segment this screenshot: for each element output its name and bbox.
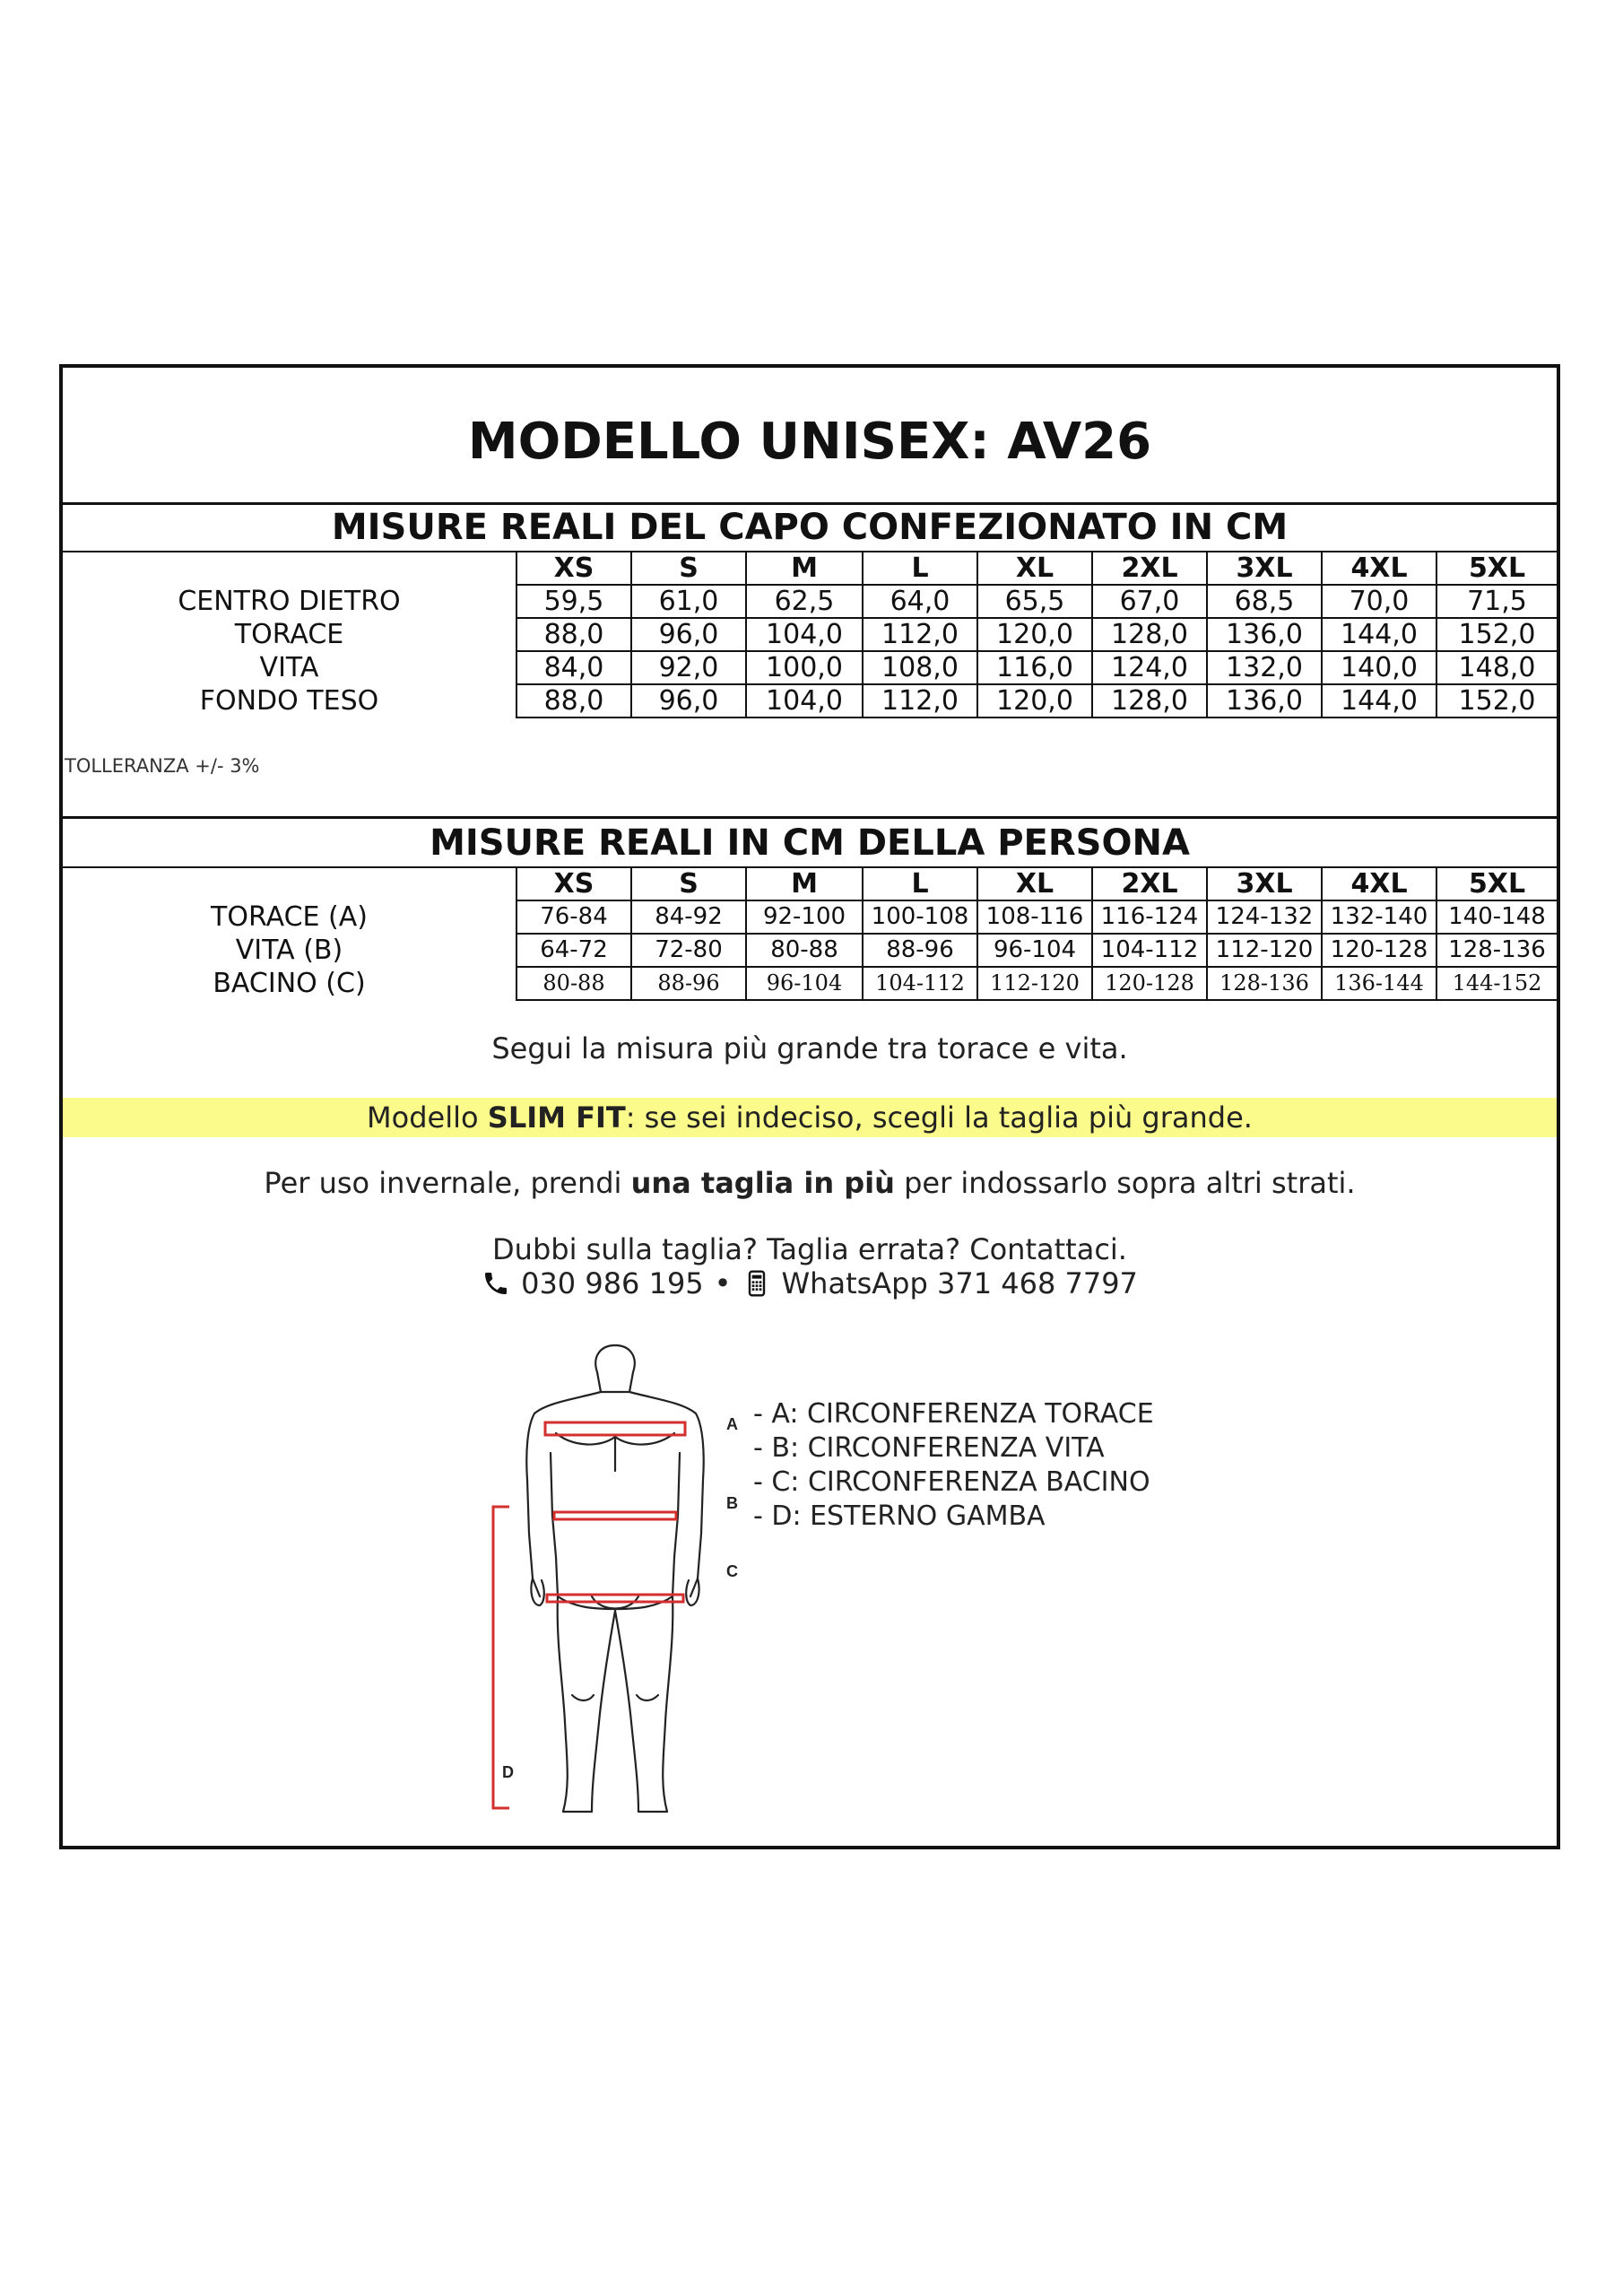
size-header-cell: L (863, 552, 977, 585)
size-header-cell: 5XL (1436, 867, 1557, 900)
table-row (63, 684, 1557, 718)
measure-cell: 144,0 (1322, 684, 1436, 718)
measure-cell: 112,0 (863, 618, 977, 651)
whatsapp-number[interactable]: WhatsApp 371 468 7797 (781, 1266, 1138, 1300)
measure-cell: 96,0 (631, 618, 746, 651)
measure-cell: 92-100 (746, 900, 863, 934)
measure-cell: 132-140 (1322, 900, 1436, 934)
size-header-cell: 4XL (1322, 552, 1436, 585)
measure-cell: 140,0 (1322, 651, 1436, 684)
measure-cell: 96-104 (977, 934, 1092, 967)
size-chart-frame (59, 364, 1560, 1849)
measure-cell: 88-96 (631, 967, 746, 1000)
contact-question: Dubbi sulla taglia? Taglia errata? Contattaci. (492, 1232, 1127, 1266)
measure-cell: 61,0 (631, 585, 746, 618)
contact-row (63, 1266, 1557, 1300)
size-header-cell: S (631, 552, 746, 585)
figure-label-d: D (502, 1763, 514, 1781)
body-measurement-figure (457, 1336, 780, 1821)
measure-cell: 84-92 (631, 900, 746, 934)
measure-cell: 71,5 (1436, 585, 1557, 618)
measure-cell: 76-84 (516, 900, 631, 934)
measure-cell: 67,0 (1092, 585, 1207, 618)
measure-cell: 120-128 (1092, 967, 1207, 1000)
measure-cell: 92,0 (631, 651, 746, 684)
person-measure-table (63, 866, 1557, 1001)
fit-advice-text: Segui la misura più grande tra torace e vita. (491, 1031, 1128, 1065)
contact-separator: • (714, 1266, 732, 1300)
divider (63, 816, 1557, 819)
measure-cell: 100-108 (863, 900, 977, 934)
slim-fit-label: SLIM FIT (487, 1100, 626, 1135)
size-header-cell: 3XL (1207, 552, 1322, 585)
measure-cell: 72-80 (631, 934, 746, 967)
legend-item: - B: CIRCONFERENZA VITA (753, 1432, 1105, 1464)
size-header-cell: 5XL (1436, 552, 1557, 585)
measure-cell: 64,0 (863, 585, 977, 618)
size-header-cell: M (746, 552, 863, 585)
garment-section-title: MISURE REALI DEL CAPO CONFEZIONATO IN CM (331, 507, 1289, 548)
measure-cell: 104,0 (746, 684, 863, 718)
measure-cell: 128-136 (1436, 934, 1557, 967)
measure-cell: 128-136 (1207, 967, 1322, 1000)
measure-cell: 68,5 (1207, 585, 1322, 618)
measure-cell: 120,0 (977, 618, 1092, 651)
row-label: TORACE (63, 618, 516, 651)
measure-cell: 88,0 (516, 684, 631, 718)
figure-label-a: A (726, 1415, 738, 1433)
table-row (63, 900, 1557, 934)
measure-cell: 124,0 (1092, 651, 1207, 684)
size-header-row (63, 867, 1557, 900)
figure-label-c: C (726, 1562, 738, 1580)
measure-cell: 64-72 (516, 934, 631, 967)
winter-use-note (63, 1166, 1557, 1200)
measure-cell: 112,0 (863, 684, 977, 718)
measure-cell: 80-88 (746, 934, 863, 967)
measure-cell: 84,0 (516, 651, 631, 684)
phone-number[interactable]: 030 986 195 (521, 1266, 704, 1300)
header-blank-cell (63, 867, 516, 900)
tolerance-note: TOLLERANZA +/- 3% (65, 755, 260, 777)
size-header-cell: XS (516, 867, 631, 900)
measure-cell: 108,0 (863, 651, 977, 684)
measure-cell: 116-124 (1092, 900, 1207, 934)
table-row (63, 651, 1557, 684)
size-header-cell: 2XL (1092, 867, 1207, 900)
measure-cell: 136,0 (1207, 618, 1322, 651)
figure-label-b: B (726, 1494, 738, 1512)
measure-cell: 104-112 (1092, 934, 1207, 967)
measure-cell: 148,0 (1436, 651, 1557, 684)
measure-cell: 70,0 (1322, 585, 1436, 618)
measure-cell: 100,0 (746, 651, 863, 684)
size-header-row (63, 552, 1557, 585)
measure-cell: 80-88 (516, 967, 631, 1000)
garment-measure-table (63, 551, 1557, 718)
measure-cell: 140-148 (1436, 900, 1557, 934)
winter-note-pre: Per uso invernale, prendi (264, 1166, 631, 1200)
measure-cell: 128,0 (1092, 618, 1207, 651)
slim-fit-text-post: : se sei indeciso, scegli la taglia più grande. (625, 1100, 1253, 1135)
winter-note-bold: una taglia in più (630, 1166, 895, 1200)
measure-cell: 136,0 (1207, 684, 1322, 718)
measure-cell: 59,5 (516, 585, 631, 618)
legend-item: - D: ESTERNO GAMBA (753, 1500, 1046, 1532)
measure-cell: 108-116 (977, 900, 1092, 934)
size-header-cell: 2XL (1092, 552, 1207, 585)
measure-cell: 96,0 (631, 684, 746, 718)
winter-note-post: per indossarlo sopra altri strati. (894, 1166, 1356, 1200)
measure-cell: 88-96 (863, 934, 977, 967)
table-row (63, 618, 1557, 651)
row-label: FONDO TESO (63, 684, 516, 718)
row-label: TORACE (A) (63, 900, 516, 934)
measure-cell: 112-120 (1207, 934, 1322, 967)
table-row (63, 585, 1557, 618)
header-blank-cell (63, 552, 516, 585)
table-row (63, 967, 1557, 1000)
measure-cell: 144,0 (1322, 618, 1436, 651)
measure-cell: 136-144 (1322, 967, 1436, 1000)
measure-cell: 104-112 (863, 967, 977, 1000)
size-header-cell: 3XL (1207, 867, 1322, 900)
measure-cell: 104,0 (746, 618, 863, 651)
size-header-cell: 4XL (1322, 867, 1436, 900)
measure-cell: 144-152 (1436, 967, 1557, 1000)
measure-cell: 120-128 (1322, 934, 1436, 967)
legend-item: - A: CIRCONFERENZA TORACE (753, 1398, 1154, 1430)
size-header-cell: L (863, 867, 977, 900)
measure-cell: 112-120 (977, 967, 1092, 1000)
table-row (63, 934, 1557, 967)
measure-cell: 124-132 (1207, 900, 1322, 934)
measure-cell: 152,0 (1436, 618, 1557, 651)
measurement-legend (753, 1397, 1154, 1534)
measure-cell: 65,5 (977, 585, 1092, 618)
row-label: BACINO (C) (63, 967, 516, 1000)
measure-cell: 96-104 (746, 967, 863, 1000)
size-header-cell: M (746, 867, 863, 900)
measure-cell: 128,0 (1092, 684, 1207, 718)
slim-fit-text-pre: Modello (367, 1100, 488, 1135)
row-label: VITA (B) (63, 934, 516, 967)
page-title: MODELLO UNISEX: AV26 (467, 413, 1152, 471)
size-header-cell: S (631, 867, 746, 900)
measure-cell: 62,5 (746, 585, 863, 618)
mobile-phone-icon (742, 1269, 771, 1298)
legend-item: - C: CIRCONFERENZA BACINO (753, 1466, 1150, 1498)
measure-cell: 120,0 (977, 684, 1092, 718)
person-section-title: MISURE REALI IN CM DELLA PERSONA (430, 822, 1190, 864)
size-header-cell: XL (977, 867, 1092, 900)
slim-fit-note (63, 1098, 1557, 1137)
measure-cell: 132,0 (1207, 651, 1322, 684)
measure-cell: 116,0 (977, 651, 1092, 684)
measure-cell: 152,0 (1436, 684, 1557, 718)
row-label: CENTRO DIETRO (63, 585, 516, 618)
measure-cell: 88,0 (516, 618, 631, 651)
phone-icon (482, 1269, 510, 1298)
row-label: VITA (63, 651, 516, 684)
size-header-cell: XS (516, 552, 631, 585)
size-header-cell: XL (977, 552, 1092, 585)
